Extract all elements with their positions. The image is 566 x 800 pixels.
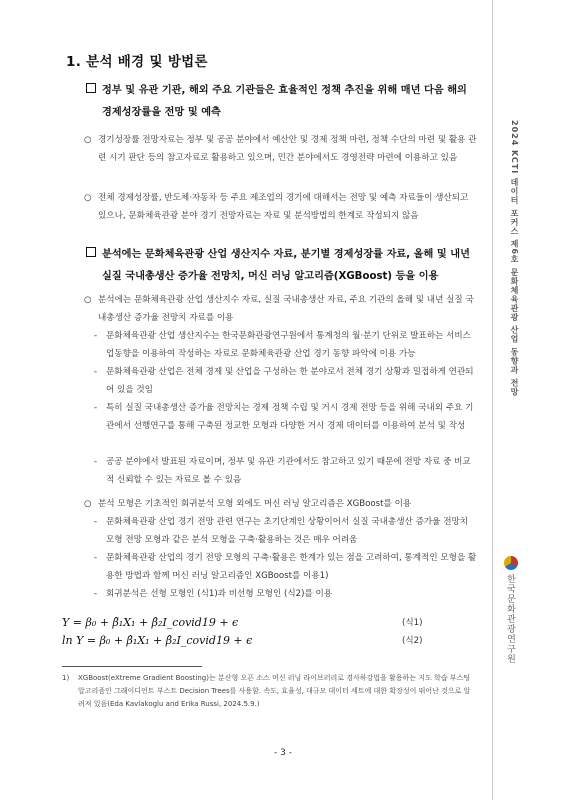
square-bullet-icon: [86, 83, 96, 93]
formula-expression: Y = β₀ + β̃₁X₁ + β̂₂I_covid19 + ϵ: [62, 616, 239, 629]
dash-item: - 회귀분석은 선형 모형인 (식1)과 비선형 모형인 (식2)를 이용: [94, 586, 479, 604]
bullet-item: ○ 경기성장률 전망자료는 정부 및 공공 분야에서 예산안 및 경제 정책 마련, 정책 수단의 마련 및 활용 관련 시기 판단 등의 참고자료로 활용하고 있으며, 민간 분야에서도 경영전략 마련에 이용하고 있음: [84, 132, 479, 168]
organization-logo: [502, 556, 520, 666]
dash-item: - 문화체육관광 산업의 경기 전망 모형의 구축·활용은 한계가 있는 점을 고려하여, 통계적인 모형을 활용한 방법과 함께 머신 러닝 알고리즘인 XGBoost를 이용1): [94, 550, 479, 586]
bullet-item: ○ 분석에는 문화체육관광 산업 생산지수 자료, 실질 국내총생산 자료, 주요 기관의 올해 및 내년 실질 국내총생산 증가율 전망치 자료를 이용: [84, 292, 479, 328]
dash-text: 문화체육관광 산업은 전체 경제 및 산업을 구성하는 한 분야로서 전체 경기 상황과 밀접하게 연관되어 있을 것임: [106, 367, 474, 395]
heading-1: [86, 80, 478, 124]
side-divider: [492, 0, 493, 800]
footnote: 1) XGBoost(eXtreme Gradient Boosting)는 분산형 오픈 소스 머신 러닝 라이브러리로 경사하강법을 활용하는 지도 학습 부스팅 알고리즘인 그래이디언트 부스트 Decision Trees를 사용함. 속도, 효율성, 대규모 데이터 세트에 대한 확장성이 뛰어난 것으로 알려져 있음(Eda Kavlakoglu and Erika Russi, 2024.5.9.): [62, 672, 472, 711]
organization-name: 한국문화관광연구원: [505, 574, 515, 664]
page-number: - 3 -: [274, 748, 292, 758]
dash-item: - 공공 분야에서 발표된 자료이며, 정부 및 유관 기관에서도 참고하고 있기 때문에 전망 자료 중 비교적 신뢰할 수 있는 자료로 볼 수 있음: [94, 454, 479, 490]
bullet-item: ○ 전체 경제성장률, 반도체·자동차 등 주요 제조업의 경기에 대해서는 전망 및 예측 자료들이 생산되고 있으나, 문화체육관광 분야 경기 전망자료는 자료 및 분석방법의 한계로 작성되지 않음: [84, 190, 479, 226]
square-bullet-icon: [86, 247, 96, 257]
dash-text: 회귀분석은 선형 모형인 (식1)과 비선형 모형인 (식2)를 이용: [106, 589, 333, 599]
dash-text: 문화체육관광 산업 생산지수는 한국문화관광연구원에서 통계청의 월·분기 단위로 발표하는 서비스업동향을 이용하여 작성하는 자료로 문화체육관광 산업 경기 동향 파악에 이용 가능: [106, 331, 471, 359]
heading-2: [86, 244, 478, 288]
heading-2-line1: 분석에는 문화체육관광 산업 생산지수 자료, 분기별 경제성장률 자료, 올해 및 내년: [102, 249, 470, 260]
formula-label: (식2): [402, 636, 423, 646]
formula-expression: ln Y = β₀ + β̂₁X₁ + β̂₂I_covid19 + ϵ: [62, 634, 253, 647]
dash-item: - 문화체육관광 산업 경기 전망 관련 연구는 초기단계인 상황이어서 실질 국내총생산 증가율 전망치 모형 전망 모형과 같은 분석 모형을 구축·활용하는 것은 매우 어려움: [94, 514, 479, 550]
dash-item: - 문화체육관광 산업은 전체 경제 및 산업을 구성하는 한 분야로서 전체 경기 상황과 밀접하게 연관되어 있을 것임: [94, 364, 479, 400]
heading-1-line2: 경제성장률을 전망 및 예측: [102, 107, 221, 118]
dash-text: 특히 실질 국내총생산 증가율 전망치는 경제 정책 수립 및 거시 경제 전망 등을 위해 국내외 주요 기관에서 선행연구를 통해 구축된 정교한 모형과 다양한 거시 경제 데이터를 이용하여 분석 및 작성: [106, 403, 474, 431]
side-running-title: 2024 KCTI 데이터 포커스 제6호 문화체육관광 산업 동향과 전망: [510, 120, 519, 397]
bullet-text: 경기성장률 전망자료는 정부 및 공공 분야에서 예산안 및 경제 정책 마련, 정책 수단의 마련 및 활용 관련 시기 판단 등의 참고자료로 활용하고 있으며, 민간 분야에서도 경영전략 마련에 이용하고 있음: [98, 135, 477, 163]
dash-text: 문화체육관광 산업 경기 전망 관련 연구는 초기단계인 상황이어서 실질 국내총생산 증가율 전망치 모형 전망 모형과 같은 분석 모형을 구축·활용하는 것은 매우 어려움: [106, 517, 469, 545]
dash-text: 공공 분야에서 발표된 자료이며, 정부 및 유관 기관에서도 참고하고 있기 때문에 전망 자료 중 비교적 신뢰할 수 있는 자료로 볼 수 있음: [106, 457, 471, 485]
logo-icon: [504, 556, 518, 570]
heading-1-line1: 정부 및 유관 기관, 해외 주요 기관들은 효율적인 정책 추진을 위해 매년 다음 해의: [102, 85, 467, 96]
bullet-item: ○ 분석 모형은 기초적인 회귀분석 모형 외에도 머신 러닝 알고리즘은 XGBoost를 이용: [84, 496, 479, 514]
formula-1: [62, 616, 462, 629]
dash-text: 문화체육관광 산업의 경기 전망 모형의 구축·활용은 한계가 있는 점을 고려하여, 통계적인 모형을 활용한 방법과 함께 머신 러닝 알고리즘인 XGBoost를 이용1): [106, 553, 477, 581]
heading-2-line2: 실질 국내총생산 증가율 전망치, 머신 러닝 알고리즘(XGBoost) 등을 이용: [102, 271, 439, 282]
footnote-text: XGBoost(eXtreme Gradient Boosting)는 분산형 오픈 소스 머신 러닝 라이브러리로 경사하강법을 활용하는 지도 학습 부스팅 알고리즘인 그래이디언트 부스트 Decision Trees를 사용함. 속도, 효율성, 대규모 데이터 세트에 대한 확장성이 뛰어난 것으로 알려져 있음(Eda Kavlakoglu and Erika Russi, 2024.5.9.): [78, 674, 471, 708]
bullet-text: 전체 경제성장률, 반도체·자동차 등 주요 제조업의 경기에 대해서는 전망 및 예측 자료들이 생산되고 있으나, 문화체육관광 분야 경기 전망자료는 자료 및 분석방법의 한계로 작성되지 않음: [98, 193, 469, 221]
section-title: 1. 분석 배경 및 방법론: [66, 54, 208, 70]
footnote-divider: [62, 666, 202, 667]
dash-item: - 문화체육관광 산업 생산지수는 한국문화관광연구원에서 통계청의 월·분기 단위로 발표하는 서비스업동향을 이용하여 작성하는 자료로 문화체육관광 산업 경기 동향 파악에 이용 가능: [94, 328, 479, 364]
dash-item: - 특히 실질 국내총생산 증가율 전망치는 경제 정책 수립 및 거시 경제 전망 등을 위해 국내외 주요 기관에서 선행연구를 통해 구축된 정교한 모형과 다양한 거시 경제 데이터를 이용하여 분석 및 작성: [94, 400, 479, 436]
bullet-text: 분석 모형은 기초적인 회귀분석 모형 외에도 머신 러닝 알고리즘은 XGBoost를 이용: [98, 499, 412, 509]
bullet-text: 분석에는 문화체육관광 산업 생산지수 자료, 실질 국내총생산 자료, 주요 기관의 올해 및 내년 실질 국내총생산 증가율 전망치 자료를 이용: [98, 295, 474, 323]
formula-2: [62, 634, 462, 647]
formula-label: (식1): [402, 618, 423, 628]
